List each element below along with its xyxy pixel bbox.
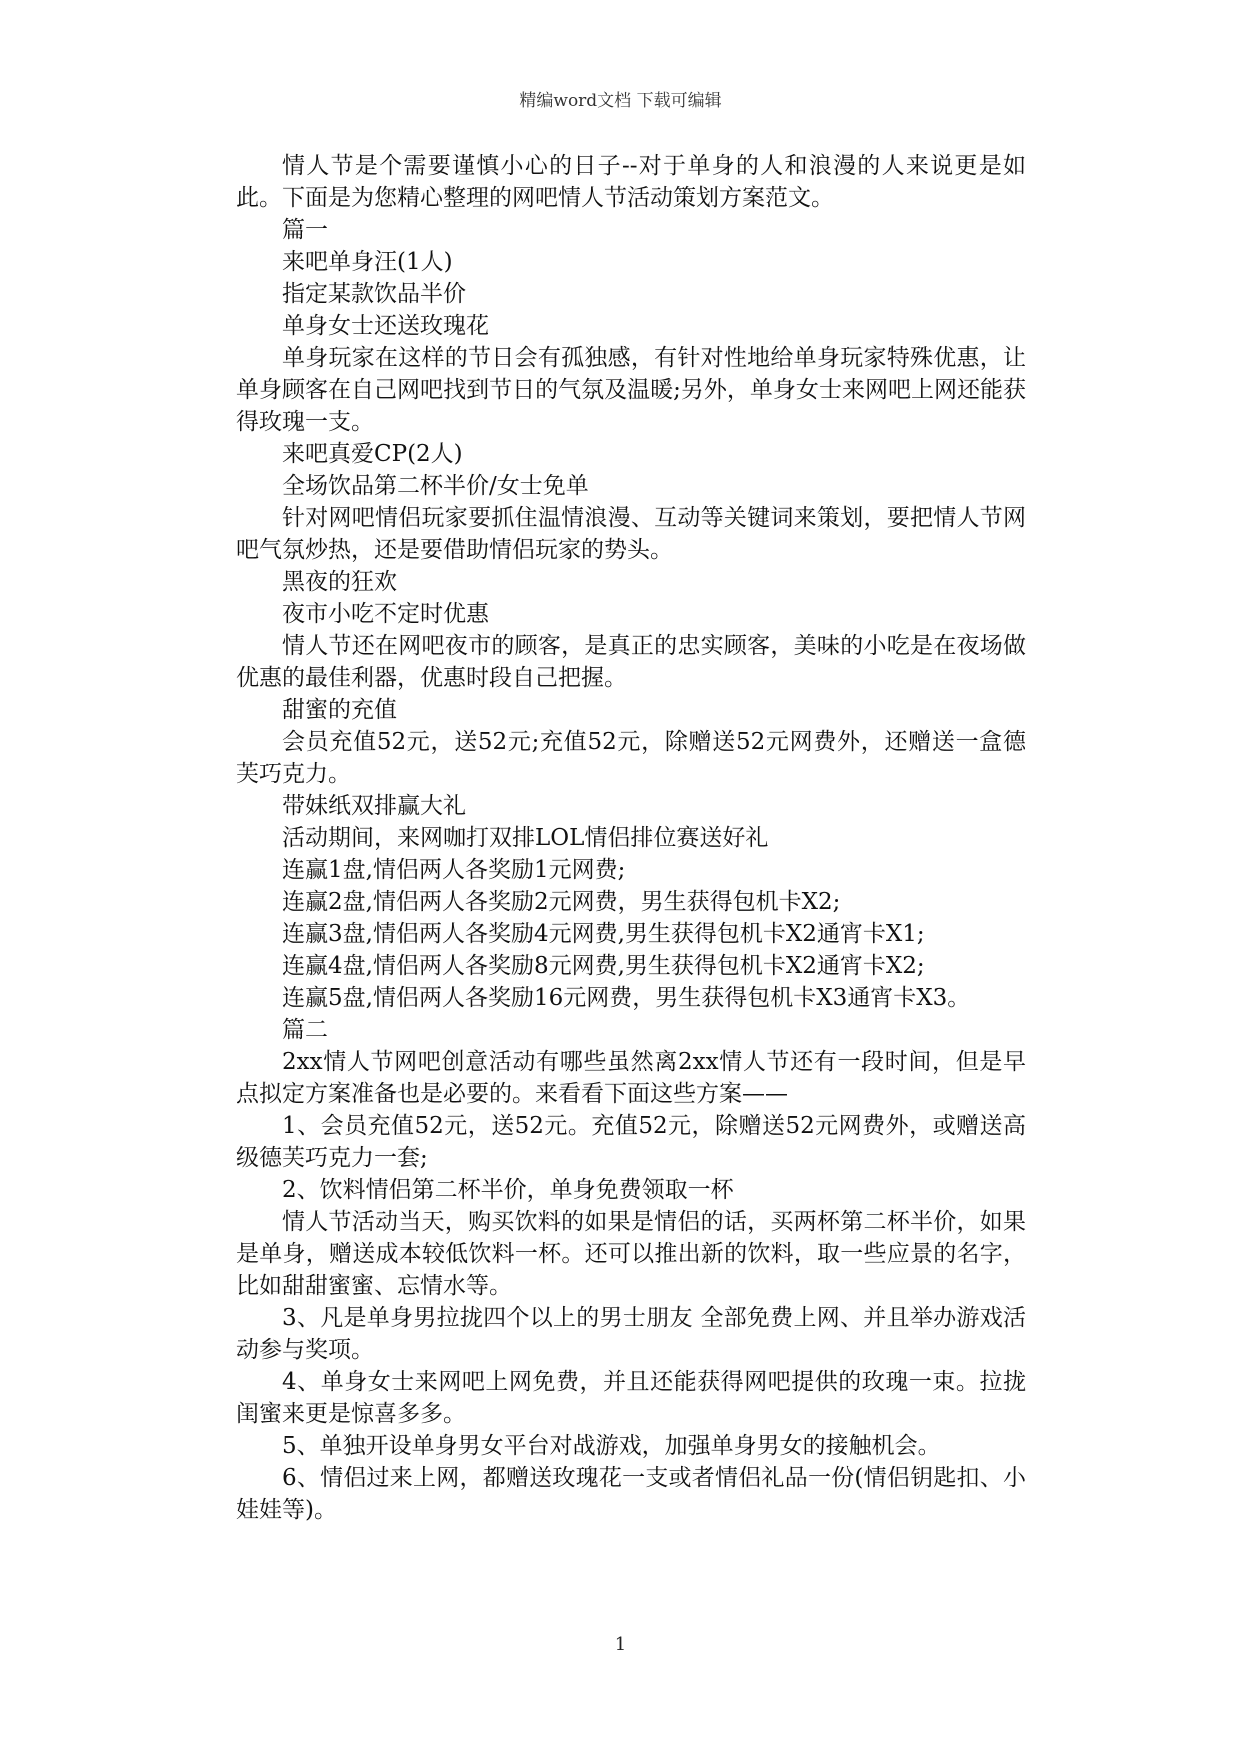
- page-number: 1: [614, 1634, 627, 1655]
- paragraph: 来吧真爱CP(2人): [282, 441, 463, 467]
- paragraph: 1、会员充值52元，送52元。充值52元，除赠送52元网费外，或赠送高级德芙巧克力一套;: [236, 1113, 1026, 1171]
- paragraph: 2xx情人节网吧创意活动有哪些虽然离2xx情人节还有一段时间，但是早点拟定方案准备也是必要的。来看看下面这些方案——: [236, 1049, 1026, 1107]
- paragraph: 情人节还在网吧夜市的顾客，是真正的忠实顾客，美味的小吃是在夜场做优惠的最佳利器，优惠时段自己把握。: [236, 633, 1026, 691]
- paragraph: 来吧单身汪(1人): [282, 249, 453, 275]
- paragraph: 单身玩家在这样的节日会有孤独感，有针对性地给单身玩家特殊优惠，让单身顾客在自己网吧找到节日的气氛及温暖;另外，单身女士来网吧上网还能获得玫瑰一支。: [236, 345, 1026, 435]
- paragraph: 连赢2盘,情侣两人各奖励2元网费，男生获得包机卡X2;: [282, 889, 841, 915]
- paragraph: 活动期间，来网咖打双排LOL情侣排位赛送好礼: [282, 825, 769, 851]
- paragraph: 5、单独开设单身男女平台对战游戏，加强单身男女的接触机会。: [282, 1433, 941, 1459]
- paragraph: 指定某款饮品半价: [282, 281, 466, 307]
- paragraph: 情人节活动当天，购买饮料的如果是情侣的话，买两杯第二杯半价，如果是单身，赠送成本较低饮料一杯。还可以推出新的饮料，取一些应景的名字，比如甜甜蜜蜜、忘情水等。: [236, 1209, 1026, 1299]
- paragraph: 3、凡是单身男拉拢四个以上的男士朋友 全部免费上网、并且举办游戏活动参与奖项。: [236, 1305, 1026, 1363]
- document-body: [236, 150, 1026, 1526]
- paragraph: 连赢5盘,情侣两人各奖励16元网费，男生获得包机卡X3通宵卡X3。: [282, 985, 971, 1011]
- paragraph: 全场饮品第二杯半价/女士免单: [282, 473, 589, 499]
- section-heading: 篇二: [282, 1017, 328, 1043]
- paragraph: 连赢3盘,情侣两人各奖励4元网费,男生获得包机卡X2通宵卡X1;: [282, 921, 925, 947]
- paragraph: 6、情侣过来上网，都赠送玫瑰花一支或者情侣礼品一份(情侣钥匙扣、小娃娃等)。: [236, 1465, 1026, 1523]
- paragraph: 夜市小吃不定时优惠: [282, 601, 489, 627]
- paragraph: 连赢1盘,情侣两人各奖励1元网费;: [282, 857, 626, 883]
- paragraph: 4、单身女士来网吧上网免费，并且还能获得网吧提供的玫瑰一束。拉拢闺蜜来更是惊喜多多。: [236, 1369, 1026, 1427]
- section-heading: 篇一: [282, 217, 328, 243]
- paragraph: 会员充值52元，送52元;充值52元，除赠送52元网费外，还赠送一盒德芙巧克力。: [236, 729, 1026, 787]
- paragraph: 情人节是个需要谨慎小心的日子--对于单身的人和浪漫的人来说更是如此。下面是为您精心整理的网吧情人节活动策划方案范文。: [236, 153, 1026, 211]
- paragraph: 带妹纸双排赢大礼: [282, 793, 466, 819]
- paragraph: 针对网吧情侣玩家要抓住温情浪漫、互动等关键词来策划，要把情人节网吧气氛炒热，还是要借助情侣玩家的势头。: [236, 505, 1026, 563]
- paragraph: 黑夜的狂欢: [282, 569, 397, 595]
- paragraph: 2、饮料情侣第二杯半价，单身免费领取一杯: [282, 1177, 734, 1203]
- paragraph: 单身女士还送玫瑰花: [282, 313, 489, 339]
- paragraph: 甜蜜的充值: [282, 697, 397, 723]
- page-header: 精编word文档 下载可编辑: [519, 91, 722, 111]
- paragraph: 连赢4盘,情侣两人各奖励8元网费,男生获得包机卡X2通宵卡X2;: [282, 953, 925, 979]
